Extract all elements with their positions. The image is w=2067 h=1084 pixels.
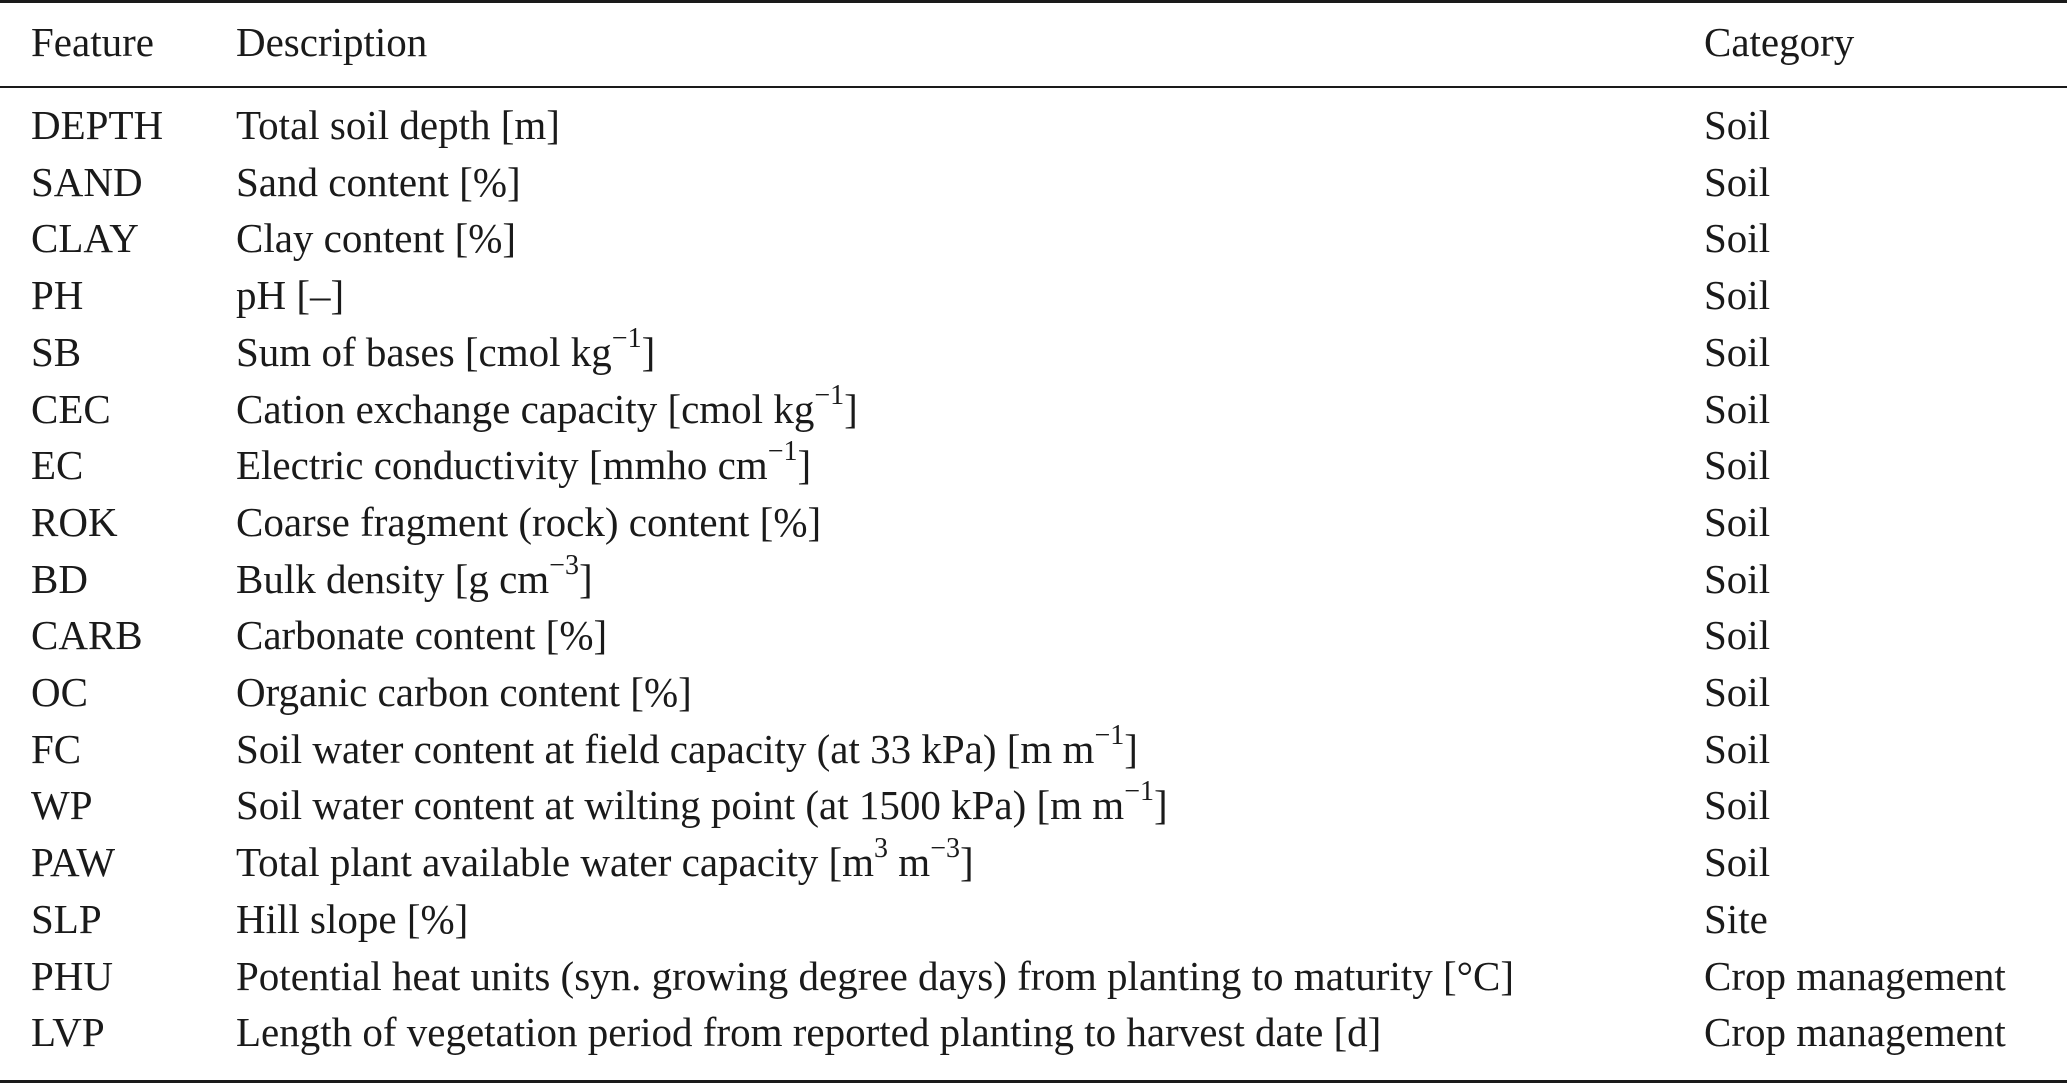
category-cell: Soil (1704, 272, 1771, 318)
unit-exponent: −3 (549, 550, 579, 582)
unit-exponent: −1 (814, 380, 845, 412)
description-text: Coarse fragment (rock) content [%] (236, 499, 822, 545)
table-bottom-rule (0, 1080, 2067, 1083)
description-cell (236, 720, 1138, 772)
feature-cell: WP (31, 782, 93, 828)
description-cell (236, 896, 469, 942)
unit-exponent: −1 (767, 436, 798, 468)
description-text: ] (959, 839, 974, 885)
header-description: Description (236, 19, 428, 65)
feature-cell: LVP (31, 1009, 105, 1055)
header-category: Category (1704, 19, 1855, 65)
description-text: Sum of bases [cmol kg (236, 329, 612, 375)
description-cell (236, 499, 822, 545)
description-text: ] (844, 386, 858, 432)
description-text: Organic carbon content [%] (236, 669, 692, 715)
description-text: Bulk density [g cm (236, 556, 550, 602)
category-cell: Soil (1704, 386, 1771, 432)
category-cell: Soil (1704, 726, 1771, 772)
description-cell (236, 272, 345, 318)
category-cell: Soil (1704, 782, 1771, 828)
description-text: ] (1124, 726, 1138, 772)
description-cell (236, 380, 858, 432)
feature-cell: SB (31, 329, 82, 375)
category-cell: Soil (1704, 159, 1771, 205)
category-cell: Soil (1704, 669, 1771, 715)
description-cell (236, 102, 560, 148)
feature-cell: CARB (31, 612, 143, 658)
description-text: ] (797, 442, 812, 488)
description-text: Clay content [%] (236, 215, 517, 261)
feature-cell: SLP (31, 896, 102, 942)
description-cell (236, 776, 1168, 828)
category-cell: Soil (1704, 102, 1771, 148)
description-text: Electric conductivity [mmho cm (236, 442, 768, 488)
table-top-rule (0, 0, 2067, 3)
feature-cell: EC (31, 442, 84, 488)
feature-cell: SAND (31, 159, 143, 205)
description-text: Potential heat units (syn. growing degree days) from planting to maturity [°C] (236, 953, 1515, 999)
feature-cell: PAW (31, 839, 116, 885)
feature-cell: DEPTH (31, 102, 164, 148)
category-cell: Soil (1704, 556, 1771, 602)
feature-cell: ROK (31, 499, 118, 545)
description-cell (236, 833, 974, 885)
description-text: Carbonate content [%] (236, 612, 608, 658)
description-cell (236, 612, 608, 658)
category-cell: Site (1704, 896, 1768, 942)
feature-cell: PH (31, 272, 84, 318)
description-cell (236, 953, 1515, 999)
description-cell (236, 159, 521, 205)
category-cell: Crop management (1704, 953, 2006, 999)
description-text: m (888, 839, 931, 885)
description-cell (236, 215, 517, 261)
description-cell (236, 550, 593, 602)
description-text: Soil water content at field capacity (at 33 kPa) [m m (236, 726, 1095, 772)
feature-cell: CLAY (31, 215, 139, 261)
unit-exponent: −1 (1094, 720, 1125, 752)
description-text: Length of vegetation period from reported planting to harvest date [d] (236, 1009, 1382, 1055)
description-text: ] (641, 329, 656, 375)
category-cell: Soil (1704, 839, 1771, 885)
category-cell: Soil (1704, 329, 1771, 375)
feature-cell: PHU (31, 953, 114, 999)
feature-cell: OC (31, 669, 88, 715)
category-cell: Soil (1704, 442, 1771, 488)
description-text: ] (1153, 782, 1168, 828)
unit-exponent: −1 (611, 323, 642, 355)
category-cell: Crop management (1704, 1009, 2006, 1055)
unit-exponent: −3 (930, 833, 960, 865)
description-text: Hill slope [%] (236, 896, 469, 942)
description-text: Soil water content at wilting point (at 1500 kPa) [m m (236, 782, 1125, 828)
description-cell (236, 669, 692, 715)
description-text: Total plant available water capacity [m (236, 839, 875, 885)
description-cell (236, 436, 812, 488)
category-cell: Soil (1704, 215, 1771, 261)
header-feature: Feature (31, 19, 154, 65)
feature-cell: CEC (31, 386, 111, 432)
feature-cell: BD (31, 556, 88, 602)
category-cell: Soil (1704, 499, 1771, 545)
description-cell (236, 323, 656, 375)
table-header-rule (0, 86, 2067, 88)
unit-exponent: −1 (1124, 776, 1154, 808)
description-cell (236, 1009, 1382, 1055)
description-text: pH [–] (236, 272, 345, 318)
feature-cell: FC (31, 726, 82, 772)
description-text: Total soil depth [m] (236, 102, 560, 148)
description-text: ] (578, 556, 593, 602)
description-text: Cation exchange capacity [cmol kg (236, 386, 815, 432)
description-text: Sand content [%] (236, 159, 521, 205)
unit-exponent: 3 (874, 833, 889, 865)
category-cell: Soil (1704, 612, 1771, 658)
